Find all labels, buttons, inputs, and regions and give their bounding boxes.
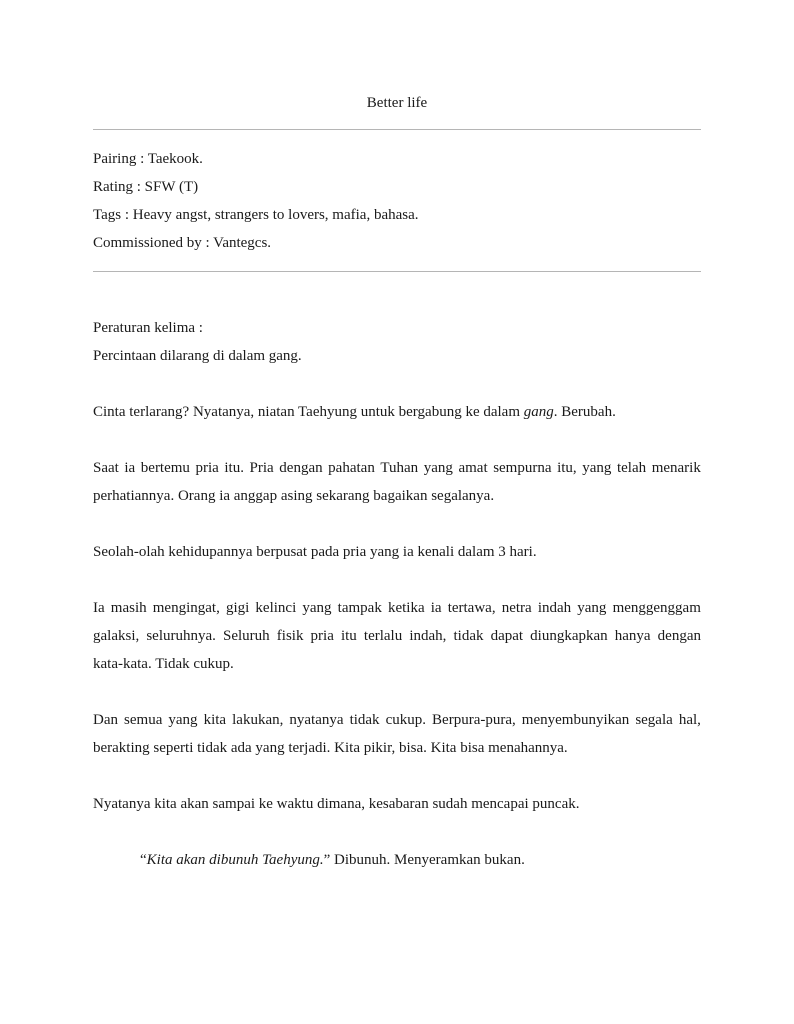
paragraph-patience: Nyatanya kita akan sampai ke waktu dimana, kesabaran sudah mencapai puncak. — [93, 796, 580, 812]
dialogue-emphasis: Kita akan dibunuh Taehyung. — [146, 852, 324, 868]
paragraph-pretend-line-1 — [93, 710, 701, 738]
commissioned-line: Commissioned by : Vantegcs. — [93, 235, 272, 251]
top-divider — [93, 129, 701, 130]
document-title: Better life — [366, 95, 428, 111]
pairing-line: Pairing : Taekook. — [93, 151, 203, 167]
paragraph-text: Ia masih mengingat, gigi kelinci yang tampak ketika ia tertawa, netra indah yang menggenggam — [93, 600, 701, 616]
emphasis-gang: gang — [523, 404, 554, 420]
paragraph-dialogue — [93, 850, 701, 878]
paragraph-meeting-line-2: perhatiannya. Orang ia anggap asing sekarang bagaikan segalanya. — [93, 488, 495, 504]
paragraph-text: . Berubah. — [553, 404, 616, 420]
paragraph-rule-heading: Peraturan kelima : — [93, 320, 203, 336]
paragraph-rule-text: Percintaan dilarang di dalam gang. — [93, 348, 302, 364]
paragraph-memory-line-1 — [93, 598, 701, 626]
paragraph-text: Dan semua yang kita lakukan, nyatanya tidak cukup. Berpura-pura, menyembunyikan segala hal, — [93, 712, 701, 728]
tags-line: Tags : Heavy angst, strangers to lovers, mafia, bahasa. — [93, 207, 419, 223]
paragraph-memory-line-2 — [93, 626, 701, 654]
story-body — [93, 318, 701, 878]
paragraph-meeting-line-1 — [93, 458, 701, 486]
bottom-divider — [93, 271, 701, 272]
paragraph-memory-line-3: kata-kata. Tidak cukup. — [93, 656, 234, 672]
quote-open: “ — [140, 852, 147, 868]
paragraph-forbidden-love — [93, 402, 701, 430]
rating-line: Rating : SFW (T) — [93, 179, 199, 195]
story-metadata — [93, 149, 701, 261]
paragraph-text: Saat ia bertemu pria itu. Pria dengan pahatan Tuhan yang amat sempurna itu, yang telah menarik — [93, 460, 701, 476]
quote-close-text: ” Dibunuh. Menyeramkan bukan. — [323, 852, 525, 868]
paragraph-pretend-line-2: berakting seperti tidak ada yang terjadi. Kita pikir, bisa. Kita bisa menahannya. — [93, 740, 568, 756]
paragraph-life-centered: Seolah-olah kehidupannya berpusat pada pria yang ia kenali dalam 3 hari. — [93, 544, 537, 560]
paragraph-text: Cinta terlarang? Nyatanya, niatan Taehyung untuk bergabung ke dalam — [93, 404, 524, 420]
paragraph-text: galaksi, seluruhnya. Seluruh fisik pria itu terlalu indah, tidak dapat diungkapkan hanya dengan — [93, 628, 701, 644]
